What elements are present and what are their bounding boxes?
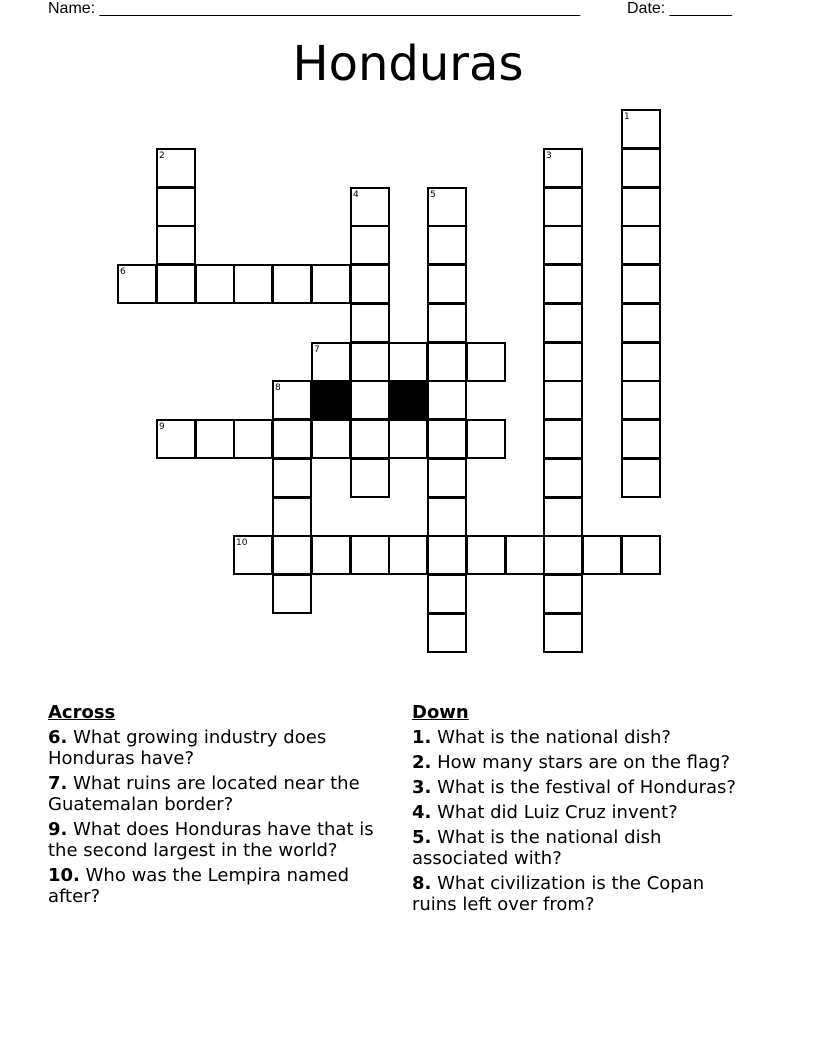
clue-number: 6. [48,727,68,748]
clue-number: 10. [48,865,80,886]
clue-number: 8. [412,873,432,894]
clue-text: What growing industry does Honduras have? [48,727,327,769]
crossword-cell[interactable] [466,535,506,575]
name-field[interactable]: Name: ______________________________________________________ [48,0,581,17]
crossword-cell[interactable] [350,303,390,343]
clue-number: 3. [412,777,432,798]
down-clue [412,873,752,915]
cell-number: 3 [546,151,552,161]
crossword-cell[interactable] [350,458,390,498]
down-clue [412,727,752,748]
across-clues [48,702,393,911]
crossword-cell[interactable] [156,148,196,188]
crossword-cell[interactable] [621,148,661,188]
crossword-block [388,380,428,420]
clue-text: What did Luiz Cruz invent? [437,802,678,823]
crossword-cell[interactable] [350,264,390,304]
down-heading: Down [412,702,469,723]
crossword-cell[interactable] [350,225,390,265]
crossword-cell[interactable] [427,225,467,265]
crossword-cell[interactable] [543,535,583,575]
date-field[interactable]: Date: _______ [627,0,732,17]
crossword-cell[interactable] [233,419,273,459]
crossword-cell[interactable] [117,264,157,304]
across-clue [48,727,393,769]
crossword-cell[interactable] [350,187,390,227]
crossword-cell[interactable] [388,535,428,575]
crossword-cell[interactable] [311,535,351,575]
cell-number: 2 [159,151,165,161]
crossword-cell[interactable] [156,225,196,265]
crossword-cell[interactable] [466,342,506,382]
crossword-cell[interactable] [388,342,428,382]
crossword-cell[interactable] [621,342,661,382]
crossword-cell[interactable] [311,342,351,382]
crossword-cell[interactable] [427,613,467,653]
cell-number: 9 [159,422,165,432]
crossword-cell[interactable] [427,303,467,343]
down-clue [412,802,752,823]
cell-number: 6 [120,267,126,277]
crossword-cell[interactable] [621,380,661,420]
clue-text: What does Honduras have that is the second largest in the world? [48,819,374,861]
crossword-cell[interactable] [350,380,390,420]
crossword-cell[interactable] [621,419,661,459]
clue-text: What is the national dish associated with? [412,827,662,869]
crossword-cell[interactable] [543,380,583,420]
crossword-cell[interactable] [543,613,583,653]
clue-text: What is the festival of Honduras? [437,777,736,798]
crossword-cell[interactable] [505,535,545,575]
crossword-cell[interactable] [621,303,661,343]
clue-number: 7. [48,773,68,794]
crossword-cell[interactable] [311,264,351,304]
crossword-cell[interactable] [427,458,467,498]
crossword-cell[interactable] [621,109,661,149]
down-clue [412,827,752,869]
crossword-cell[interactable] [156,419,196,459]
cell-number: 1 [624,112,630,122]
crossword-cell[interactable] [272,380,312,420]
across-clue [48,819,393,861]
crossword-cell[interactable] [311,419,351,459]
down-clues [412,702,752,919]
crossword-cell[interactable] [543,342,583,382]
crossword-cell[interactable] [350,342,390,382]
crossword-cell[interactable] [195,264,235,304]
clue-number: 5. [412,827,432,848]
down-clue [412,777,752,798]
clue-text: What ruins are located near the Guatemalan border? [48,773,360,815]
clue-number: 4. [412,802,432,823]
crossword-cell[interactable] [621,264,661,304]
crossword-cell[interactable] [427,380,467,420]
crossword-cell[interactable] [233,535,273,575]
crossword-cell[interactable] [543,497,583,537]
crossword-cell[interactable] [272,264,312,304]
crossword-cell[interactable] [543,264,583,304]
crossword-block [311,380,351,420]
crossword-cell[interactable] [350,535,390,575]
cell-number: 5 [430,190,436,200]
down-clue [412,752,752,773]
crossword-cell[interactable] [543,225,583,265]
page-title: Honduras [292,36,524,92]
clue-text: What is the national dish? [437,727,671,748]
clue-number: 2. [412,752,432,773]
crossword-cell[interactable] [582,535,622,575]
crossword-cell[interactable] [543,574,583,614]
crossword-cell[interactable] [427,497,467,537]
cell-number: 10 [236,538,248,548]
crossword-cell[interactable] [466,419,506,459]
crossword-cell[interactable] [272,535,312,575]
crossword-cell[interactable] [195,419,235,459]
crossword-cell[interactable] [156,187,196,227]
crossword-cell[interactable] [427,419,467,459]
crossword-cell[interactable] [272,458,312,498]
crossword-cell[interactable] [272,497,312,537]
crossword-cell[interactable] [427,264,467,304]
crossword-cell[interactable] [621,187,661,227]
crossword-cell[interactable] [543,187,583,227]
cell-number: 4 [353,190,359,200]
across-clue [48,773,393,815]
across-heading: Across [48,702,116,723]
crossword-cell[interactable] [233,264,273,304]
crossword-cell[interactable] [621,225,661,265]
crossword-cell[interactable] [272,574,312,614]
crossword-cell[interactable] [388,419,428,459]
crossword-cell[interactable] [543,458,583,498]
crossword-cell[interactable] [621,458,661,498]
cell-number: 8 [275,383,281,393]
across-clue [48,865,393,907]
clue-number: 9. [48,819,68,840]
clue-number: 1. [412,727,432,748]
crossword-cell[interactable] [350,419,390,459]
crossword-cell[interactable] [543,419,583,459]
crossword-cell[interactable] [156,264,196,304]
cell-number: 7 [314,345,320,355]
clue-text: What civilization is the Copan ruins left over from? [412,873,705,915]
crossword-cell[interactable] [427,535,467,575]
clue-text: How many stars are on the flag? [437,752,730,773]
crossword-cell[interactable] [543,148,583,188]
crossword-cell[interactable] [427,342,467,382]
crossword-cell[interactable] [272,419,312,459]
crossword-cell[interactable] [543,303,583,343]
clue-text: Who was the Lempira named after? [48,865,350,907]
crossword-cell[interactable] [427,574,467,614]
crossword-cell[interactable] [427,187,467,227]
crossword-cell[interactable] [621,535,661,575]
